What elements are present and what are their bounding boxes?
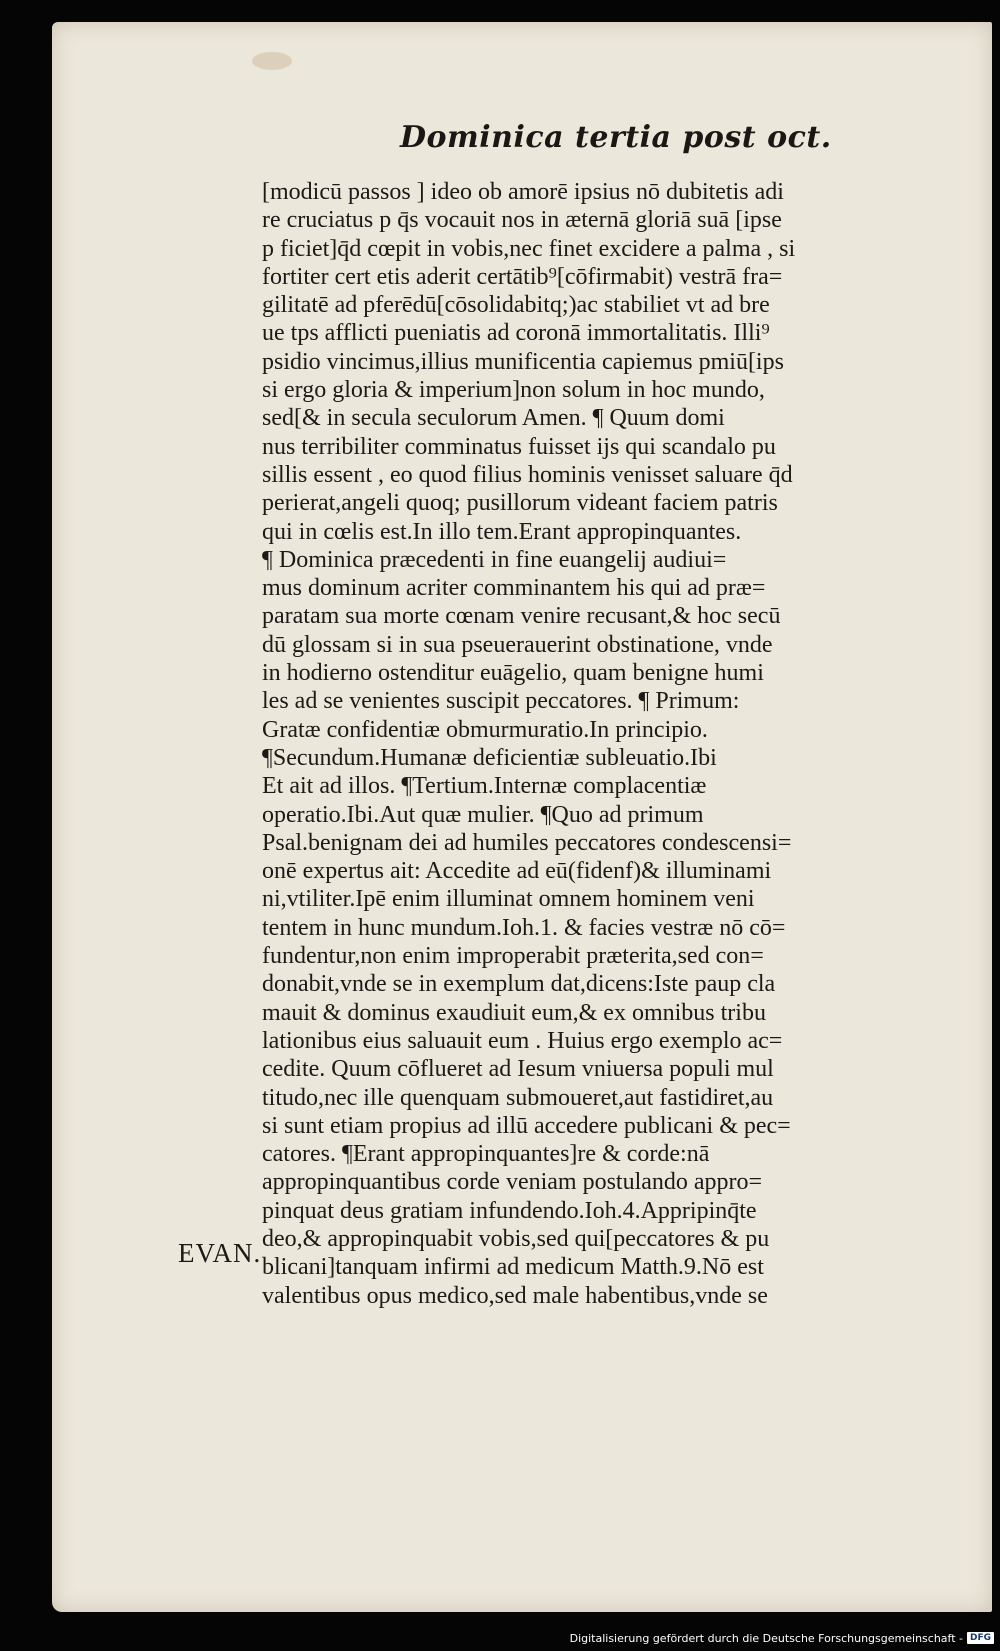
text-line: p ficiet]q̄d cœpit in vobis,nec finet excidere a palma , si	[262, 235, 796, 262]
text-line: Et ait ad illos. ¶Tertium.Internæ complacentiæ	[262, 773, 707, 800]
dfg-logo: DFG	[967, 1632, 994, 1644]
running-head: Dominica tertia post oct.	[400, 120, 832, 155]
text-line: fortiter cert etis aderit certātib⁹[cōfirmabit) vestrā fra=	[262, 263, 783, 290]
text-line: lationibus eius saluauit eum . Huius ergo exemplo ac=	[262, 1027, 783, 1054]
text-line: [modicū passos ] ideo ob amorē ipsius nō dubitetis adi	[262, 179, 784, 205]
text-line: valentibus opus medico,sed male habentibus,vnde se	[262, 1282, 768, 1309]
text-line: sillis essent , eo quod filius hominis venisset saluare q̄d	[262, 461, 793, 488]
text-line: donabit,vnde se in exemplum dat,dicens:Iste paup cla	[262, 971, 776, 998]
text-line: appropinquantibus corde veniam postulando appro=	[262, 1169, 763, 1196]
text-line: tentem in hunc mundum.Ioh.1. & facies vestræ nō cō=	[262, 914, 786, 941]
text-line: in hodierno ostenditur euāgelio, quam benigne humi	[262, 660, 764, 687]
text-line: mus dominum acriter comminantem his qui ad præ=	[262, 575, 766, 602]
text-line: paratam sua morte cœnam venire recusant,& hoc secū	[262, 603, 781, 630]
text-line: Gratæ confidentiæ obmurmuratio.In principio.	[262, 716, 708, 743]
page-stain	[252, 52, 292, 70]
text-line: Psal.benignam dei ad humiles peccatores condescensi=	[262, 829, 792, 856]
text-line: operatio.Ibi.Aut quæ mulier. ¶Quo ad primum	[262, 801, 704, 828]
text-line: sed[& in secula seculorum Amen. ¶ Quum domi	[262, 405, 725, 432]
footer-text: Digitalisierung gefördert durch die Deutsche Forschungsgemeinschaft -	[569, 1631, 963, 1645]
text-line: dū glossam si in sua pseuerauerint obstinatione, vnde	[262, 631, 773, 658]
text-line: catores. ¶Erant appropinquantes]re & corde:nā	[262, 1141, 710, 1168]
text-line: nus terribiliter comminatus fuisset ijs qui scandalo pu	[262, 433, 776, 460]
digitization-footer	[570, 1629, 994, 1647]
text-line: fundentur,non enim improperabit præterita,sed con=	[262, 943, 764, 970]
text-line: titudo,nec ille quenquam submoueret,aut fastidiret,au	[262, 1084, 774, 1111]
text-line: blicani]tanquam infirmi ad medicum Matth.9.Nō est	[262, 1254, 764, 1281]
text-line: pinquat deus gratiam infundendo.Ioh.4.Appripinq̄te	[262, 1197, 757, 1224]
text-line: psidio vincimus,illius munificentia capiemus pmiū[ips	[262, 348, 784, 375]
text-line: onē expertus ait: Accedite ad eū(fidenf)& illuminami	[262, 858, 772, 885]
text-line: ¶Secundum.Humanæ deficientiæ subleuatio.Ibi	[262, 744, 717, 771]
text-line: perierat,angeli quoq; pusillorum videant faciem patris	[262, 490, 778, 517]
margin-note: EVAN.	[178, 1238, 262, 1268]
text-line: si ergo gloria & imperium]non solum in hoc mundo,	[262, 377, 765, 404]
text-line: si sunt etiam propius ad illū accedere publicani & pec=	[262, 1112, 791, 1139]
text-line: cedite. Quum cōflueret ad Iesum vniuersa populi mul	[262, 1056, 774, 1083]
body-text	[262, 178, 942, 1310]
text-line: ¶ Dominica præcedenti in fine euangelij audiui=	[262, 546, 727, 573]
text-line: les ad se venientes suscipit peccatores. ¶ Primum:	[262, 688, 740, 715]
text-line: ue tps afflicti pueniatis ad coronā immortalitatis. Illi⁹	[262, 320, 770, 347]
text-line: qui in cœlis est.In illo tem.Erant appropinquantes.	[262, 518, 742, 545]
text-line: mauit & dominus exaudiuit eum,& ex omnibus tribu	[262, 999, 766, 1026]
text-line: deo,& appropinquabit vobis,sed qui[peccatores & pu	[262, 1225, 770, 1252]
text-line: gilitatē ad pferēdū[cōsolidabitq;)ac stabiliet vt ad bre	[262, 292, 770, 319]
text-line: ni,vtiliter.Ipē enim illuminat omnem hominem veni	[262, 886, 755, 913]
text-line: re cruciatus p q̄s vocauit nos in æternā gloriā suā [ipse	[262, 207, 782, 234]
